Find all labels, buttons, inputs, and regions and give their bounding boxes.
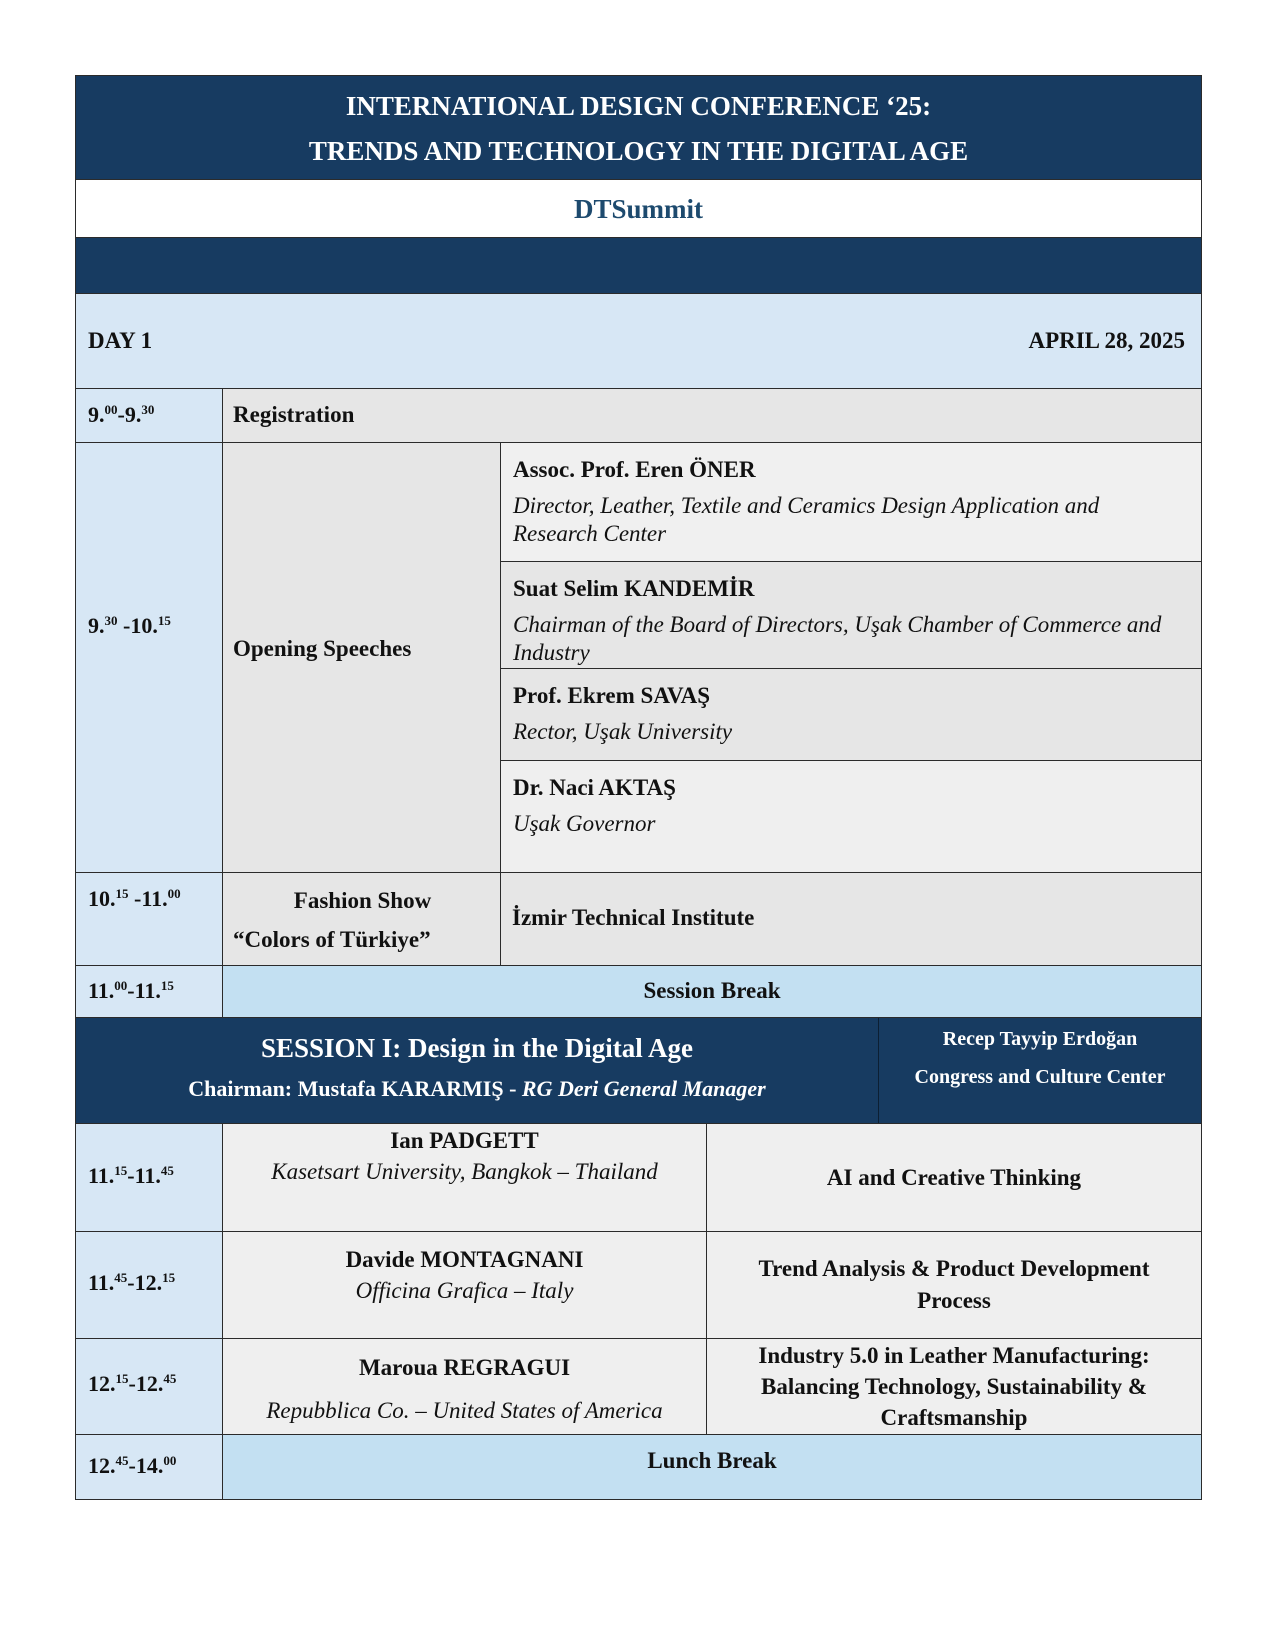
day-date: APRIL 28, 2025 [1028, 328, 1185, 353]
talk-row [75, 1232, 1202, 1339]
session-break-label: Session Break [222, 966, 1201, 1017]
speaker-cell [222, 1124, 706, 1231]
speaker-affiliation: Repubblica Co. – United States of America [266, 1398, 663, 1423]
speaker-cell [222, 1339, 706, 1434]
program-table [75, 75, 1202, 1500]
speaker-cell [222, 1232, 706, 1338]
header-band [75, 238, 1202, 294]
fashion-label: Fashion Show “Colors of Türkiye” [222, 873, 500, 965]
speaker-3 [500, 669, 1201, 761]
speaker-title: Rector, Uşak University [513, 719, 733, 744]
talk-row [75, 1339, 1202, 1435]
registration-row [75, 389, 1202, 443]
session-header [75, 1018, 1202, 1124]
time-cell: 9.00-9.30 [76, 389, 222, 442]
speaker-1 [500, 443, 1201, 562]
time-cell: 10.15 -11.00 [76, 873, 222, 965]
speaker-title: Director, Leather, Textile and Ceramics Design Application and Research Center [513, 493, 1100, 546]
time-cell: 9.30 -10.15 [76, 443, 222, 872]
time-cell: 12.45-14.00 [76, 1435, 222, 1499]
lunch-break-row [75, 1435, 1202, 1500]
time-cell: 12.15-12.45 [76, 1339, 222, 1434]
title-line-1: INTERNATIONAL DESIGN CONFERENCE ‘25: [345, 91, 932, 121]
conference-title [75, 75, 1202, 180]
speaker-name: Prof. Ekrem SAVAŞ [513, 683, 711, 708]
speaker-name: Assoc. Prof. Eren ÖNER [513, 457, 756, 482]
session-venue: Recep Tayyip Erdoğan Congress and Culture Center [878, 1018, 1201, 1123]
talk-topic: Industry 5.0 in Leather Manufacturing: Balancing Technology, Sustainability & Craftsmanship [706, 1339, 1201, 1434]
speaker-name: Suat Selim KANDEMİR [513, 576, 755, 601]
day-header [75, 294, 1202, 389]
speaker-name: Dr. Naci AKTAŞ [513, 775, 676, 800]
fashion-organizer: İzmir Technical Institute [500, 873, 1201, 965]
speaker-affiliation: Kasetsart University, Bangkok – Thailand [271, 1159, 658, 1184]
talk-topic: AI and Creative Thinking [706, 1124, 1201, 1231]
title-line-2: TRENDS AND TECHNOLOGY IN THE DIGITAL AGE [308, 136, 969, 166]
speaker-affiliation: Officina Grafica – Italy [355, 1278, 574, 1303]
time-cell: 11.45-12.15 [76, 1232, 222, 1338]
lunch-break-label: Lunch Break [222, 1435, 1201, 1499]
fashion-row [75, 873, 1202, 966]
opening-row [75, 443, 1202, 873]
talk-topic: Trend Analysis & Product Development Process [706, 1232, 1201, 1338]
speaker-name: Maroua REGRAGUI [358, 1355, 571, 1380]
time-cell: 11.15-11.45 [76, 1124, 222, 1231]
session-title: SESSION I: Design in the Digital Age [260, 1033, 694, 1063]
summit-name: DTSummit [75, 180, 1202, 238]
time-cell: 11.00-11.15 [76, 966, 222, 1017]
opening-label: Opening Speeches [222, 443, 500, 872]
speaker-4 [500, 761, 1201, 872]
registration-label: Registration [222, 389, 1201, 442]
session-break-row [75, 966, 1202, 1018]
speaker-name: Ian PADGETT [390, 1128, 539, 1153]
speaker-2 [500, 562, 1201, 669]
speaker-title: Chairman of the Board of Directors, Uşak Chamber of Commerce and Industry [513, 612, 1162, 665]
session-chair: Chairman: Mustafa KARARMIŞ - RG Deri General Manager [188, 1076, 766, 1101]
day-label: DAY 1 [88, 328, 153, 353]
speaker-name: Davide MONTAGNANI [345, 1247, 584, 1272]
speaker-title: Uşak Governor [513, 811, 656, 836]
talk-row [75, 1124, 1202, 1232]
